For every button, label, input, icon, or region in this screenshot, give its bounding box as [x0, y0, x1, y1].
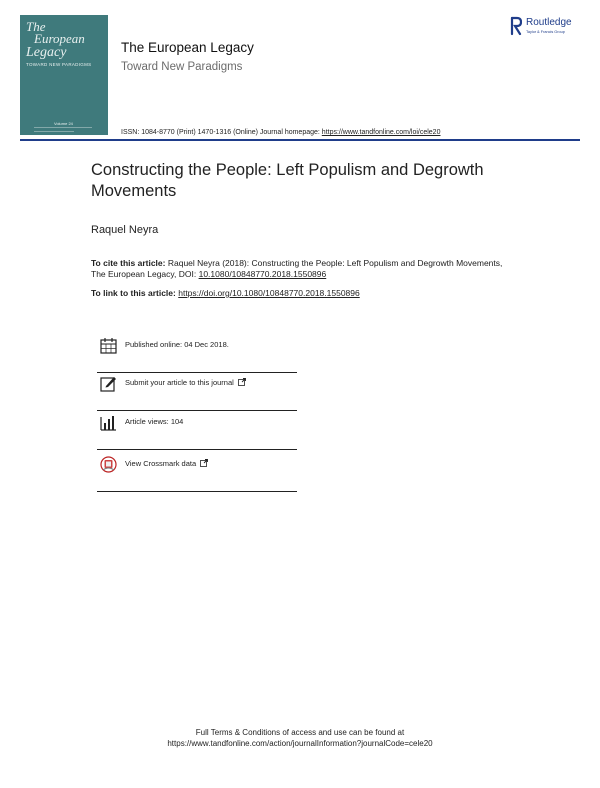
article-link-block	[91, 288, 360, 298]
calendar-icon	[100, 337, 117, 354]
external-link-icon	[238, 378, 246, 386]
cover-decoration	[34, 131, 74, 132]
footer	[0, 727, 600, 749]
cover-decoration	[34, 127, 92, 128]
journal-homepage-link[interactable]: https://www.tandfonline.com/loi/cele20	[321, 129, 441, 136]
journal-title: The European Legacy	[121, 40, 254, 55]
journal-cover	[20, 15, 108, 135]
crossmark-link[interactable]	[125, 459, 208, 468]
submit-article-link[interactable]	[125, 378, 246, 387]
doi-link[interactable]: 10.1080/10848770.2018.1550896	[198, 269, 327, 279]
submit-article-label: Submit your article to this journal	[125, 378, 234, 387]
article-author: Raquel Neyra	[91, 224, 159, 236]
info-row-views	[97, 411, 297, 450]
article-url-link[interactable]: https://doi.org/10.1080/10848770.2018.1550896	[178, 288, 360, 298]
cover-title-line3: Legacy	[26, 45, 67, 60]
crossmark-icon	[100, 456, 117, 473]
article-title: Constructing the People: Left Populism and Degrowth Movements	[91, 161, 484, 200]
cover-title-line1: The	[26, 19, 46, 34]
info-row-submit[interactable]	[97, 372, 297, 411]
publisher-tagline: Taylor & Francis Group	[526, 30, 565, 34]
citation-block	[91, 258, 511, 280]
published-date: Published online: 04 Dec 2018.	[125, 340, 229, 349]
publisher-logo[interactable]	[510, 15, 590, 41]
issn-line	[121, 129, 440, 136]
crossmark-label: View Crossmark data	[125, 459, 197, 468]
article-views: Article views: 104	[125, 417, 184, 426]
cite-text: Raquel Neyra (2018): Constructing the People: Left Populism and Degrowth Movements, The European Legacy, DOI:	[91, 258, 503, 279]
routledge-logo-icon	[510, 16, 522, 36]
edit-icon	[100, 375, 117, 392]
link-label: To link to this article:	[91, 288, 176, 298]
cite-label: To cite this article:	[91, 258, 166, 268]
cover-subtitle: TOWARD NEW PARADIGMS	[26, 62, 92, 67]
bar-chart-icon	[100, 414, 117, 431]
info-row-published	[97, 334, 297, 373]
info-row-crossmark[interactable]	[97, 453, 297, 492]
header-divider	[20, 139, 580, 141]
journal-subtitle: Toward New Paradigms	[121, 61, 243, 73]
cover-volume: Volume 24	[54, 121, 73, 126]
issn-text: ISSN: 1084-8770 (Print) 1470-1316 (Online) Journal homepage:	[121, 129, 320, 136]
footer-terms-url[interactable]: https://www.tandfonline.com/action/journalInformation?journalCode=cele20	[167, 739, 433, 748]
cover-title-line2: European	[34, 31, 85, 46]
external-link-icon	[200, 459, 208, 467]
footer-terms: Full Terms & Conditions of access and use can be found at	[195, 728, 405, 737]
publisher-name: Routledge	[526, 17, 572, 28]
